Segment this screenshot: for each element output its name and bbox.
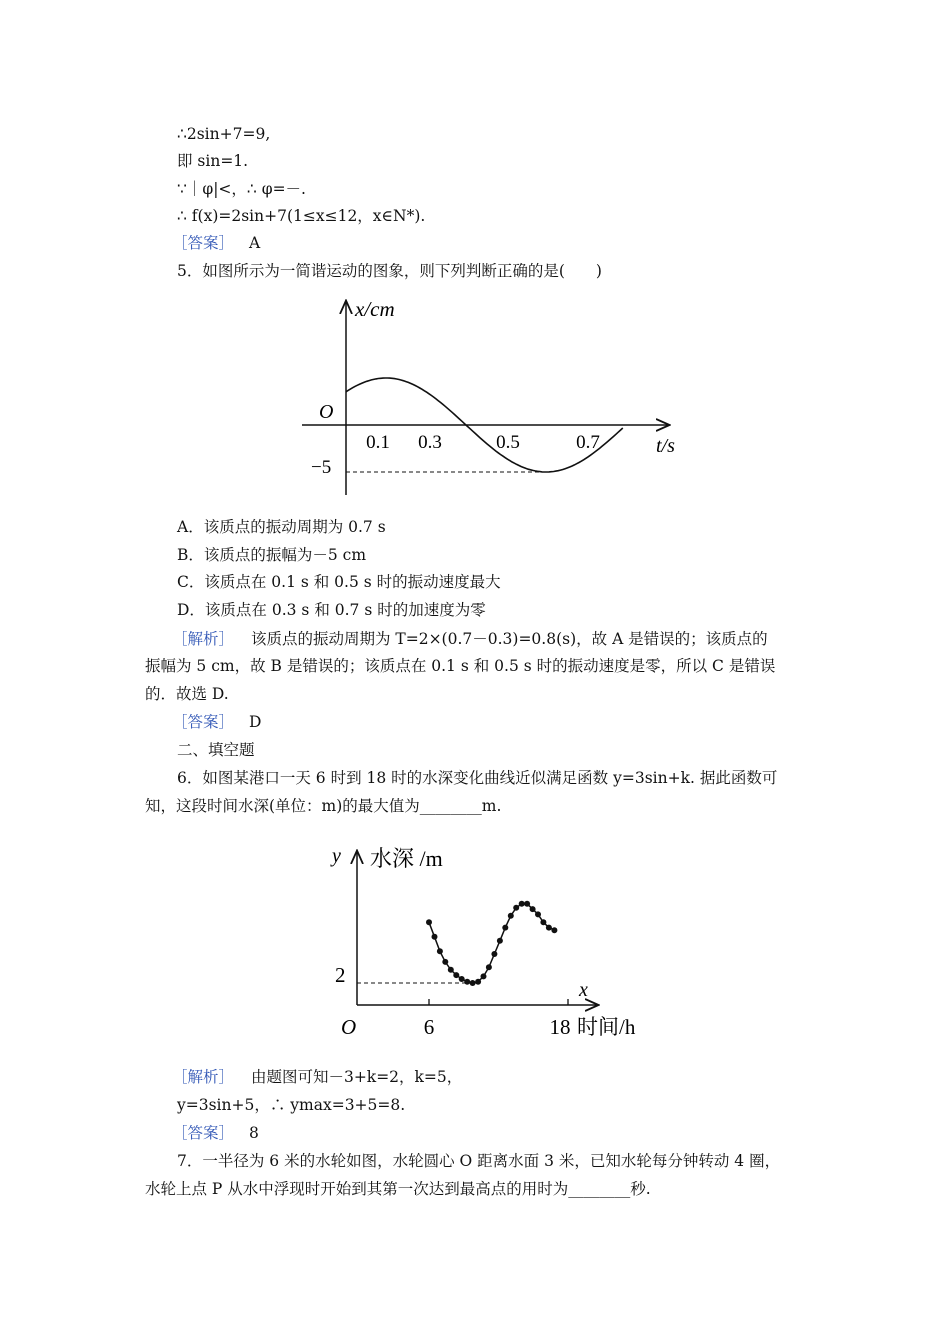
answer-value: D <box>248 713 262 731</box>
answer-5 <box>172 712 261 732</box>
data-point <box>535 911 541 917</box>
y-axis-letter: y <box>332 845 341 867</box>
data-point <box>475 979 481 985</box>
shm-graph <box>296 290 696 505</box>
data-point <box>497 938 503 944</box>
y-axis-label: x/cm <box>355 297 395 321</box>
x-tick-label: 18 <box>549 1015 571 1039</box>
question-6-line-1: 6．如图某港口一天 6 时到 18 时的水深变化曲线近似满足函数 y=3sin+k. 据此函数可 <box>177 769 778 787</box>
analysis-6-line-1 <box>172 1067 462 1087</box>
data-point <box>459 976 465 982</box>
data-point <box>524 901 530 907</box>
data-point <box>442 959 448 965</box>
data-point <box>432 934 438 940</box>
answer-value: 8 <box>248 1124 259 1142</box>
answer-value: A <box>248 234 261 252</box>
data-point <box>448 967 454 973</box>
x-tick-label: 0.3 <box>418 432 442 453</box>
analysis-5-line-2: 振幅为 5 cm，故 B 是错误的；该质点在 0.1 s 和 0.5 s 时的振动速度是零，所以 C 是错误 <box>145 657 776 675</box>
data-point <box>470 980 476 986</box>
data-point <box>519 901 525 907</box>
x-axis-label: 时间/h <box>577 1015 636 1039</box>
answer-6 <box>172 1123 259 1143</box>
x-tick-label: 6 <box>423 1015 435 1039</box>
water-depth-graph <box>325 834 665 1044</box>
option-a: A．该质点的振动周期为 0.7 s <box>177 518 386 536</box>
option-b: B．该质点的振幅为－5 cm <box>177 546 367 564</box>
data-point <box>426 919 432 925</box>
section-heading: 二、填空题 <box>177 741 255 759</box>
solution-line-1: ∴2sin+7=9, <box>177 125 271 143</box>
y-tick-label: 2 <box>335 963 346 987</box>
question-6-line-2: 知，这段时间水深(单位：m)的最大值为________m. <box>145 797 502 815</box>
answer-tag: ［答案］ <box>172 234 235 252</box>
solution-line-4: ∴ f(x)=2sin+7(1≤x≤12，x∈N*). <box>177 207 426 225</box>
data-point <box>546 925 552 931</box>
data-point <box>551 927 557 933</box>
x-tick-label: 0.7 <box>576 432 600 453</box>
data-point <box>437 948 443 954</box>
data-point <box>513 905 519 911</box>
answer-4 <box>172 233 260 253</box>
y-tick-label: −5 <box>311 457 332 478</box>
data-point <box>481 973 487 979</box>
data-point <box>508 913 514 919</box>
data-point <box>502 925 508 931</box>
origin-label: O <box>319 401 334 423</box>
question-7-line-1: 7．一半径为 6 米的水轮如图，水轮圆心 O 距离水面 3 米，已知水轮每分钟转动 4 圈， <box>177 1152 781 1170</box>
data-point <box>540 919 546 925</box>
data-point <box>491 951 497 957</box>
analysis-tag: ［解析］ <box>172 1068 235 1086</box>
solution-line-3: ∵｜φ|<，∴ φ=－. <box>177 180 306 198</box>
data-point <box>486 964 492 970</box>
question-7-line-2: 水轮上点 P 从水中浮现时开始到其第一次达到最高点的用时为________秒. <box>145 1180 651 1198</box>
analysis-6-line-2: y=3sin+5，∴ ymax=3+5=8. <box>177 1096 406 1114</box>
question-5: 5．如图所示为一简谐运动的图象，则下列判断正确的是( ) <box>177 262 602 280</box>
option-d: D．该质点在 0.3 s 和 0.7 s 时的加速度为零 <box>177 601 486 619</box>
analysis-5-line-1 <box>172 629 768 649</box>
data-point <box>464 979 470 985</box>
analysis-text: 该质点的振动周期为 T=2×(0.7－0.3)=0.8(s)，故 A 是错误的；该质点的 <box>250 630 768 648</box>
x-tick-label: 0.5 <box>496 432 520 453</box>
series-points <box>426 901 557 986</box>
x-axis-label: t/s <box>656 435 675 457</box>
answer-tag: ［答案］ <box>172 713 235 731</box>
data-point <box>530 906 536 912</box>
origin-label: O <box>341 1015 357 1039</box>
y-axis-label: 水深 /m <box>370 846 443 871</box>
data-point <box>453 972 459 978</box>
answer-tag: ［答案］ <box>172 1124 235 1142</box>
analysis-tag: ［解析］ <box>172 630 235 648</box>
x-tick-label: 0.1 <box>366 432 390 453</box>
x-axis-letter: x <box>579 979 588 1001</box>
option-c: C．该质点在 0.1 s 和 0.5 s 时的振动速度最大 <box>177 573 501 591</box>
analysis-5-line-3: 的．故选 D. <box>145 685 229 703</box>
analysis-text: 由题图可知－3+k=2，k=5， <box>250 1068 463 1086</box>
solution-line-2: 即 sin=1. <box>177 152 249 170</box>
